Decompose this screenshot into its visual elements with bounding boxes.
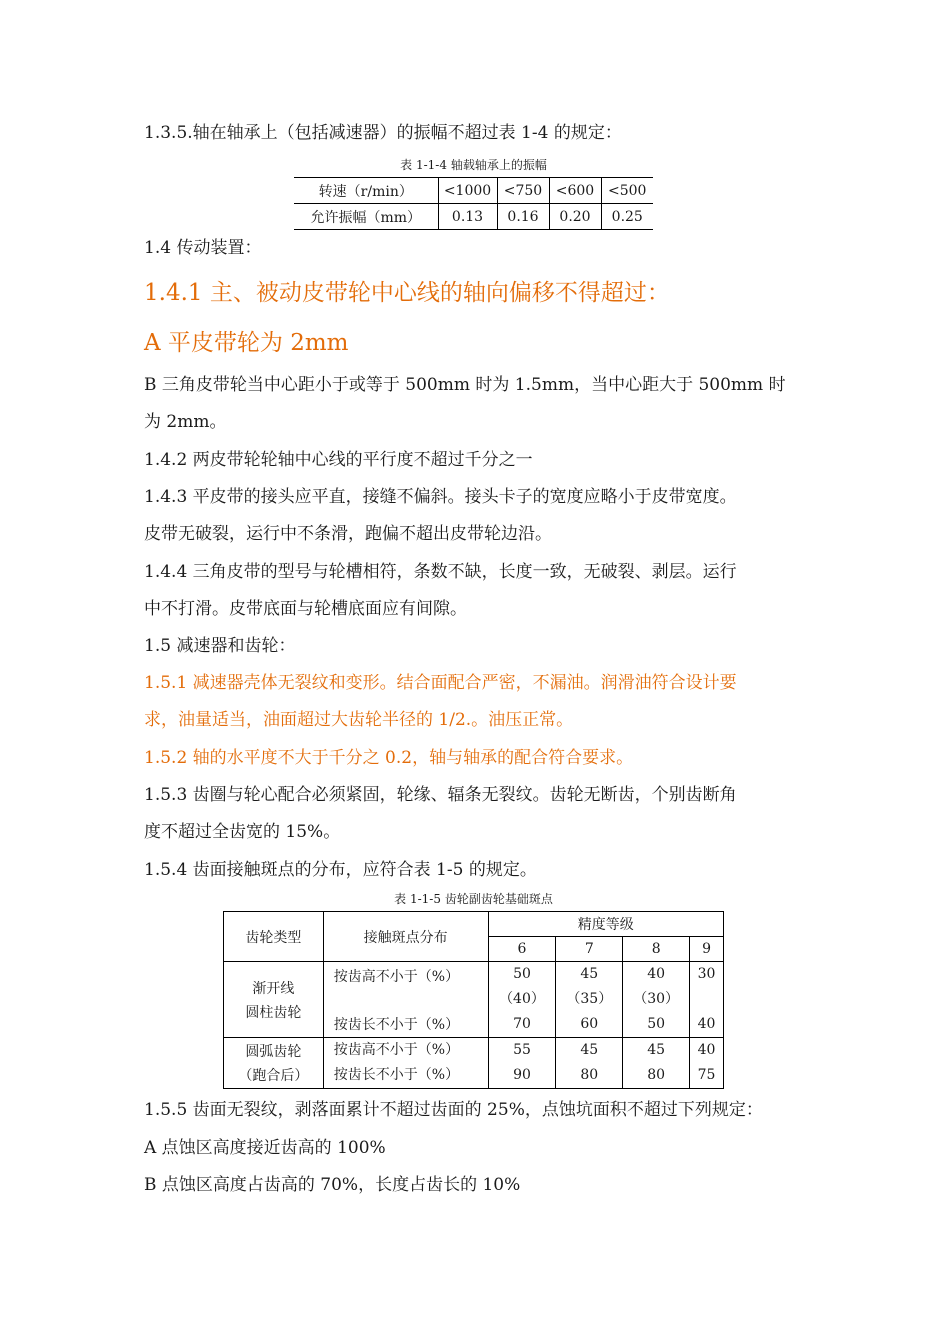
table-cell: <1000 xyxy=(438,178,497,204)
section-1-5-5: 1.5.5 齿面无裂纹，剥落面累计不超过齿面的 25%，点蚀坑面积不超过下列规定： xyxy=(144,1100,763,1120)
section-1-5-1-line2: 求，油量适当，油面超过大齿轮半径的 1/2.。油压正常。 xyxy=(144,710,574,730)
involute-grade8-cell xyxy=(623,962,690,1038)
table-value: 55 xyxy=(513,1042,531,1058)
empty-spacer xyxy=(690,987,723,1012)
by-length-label: 按齿长不小于（%） xyxy=(333,1067,460,1083)
table-value: 70 xyxy=(513,1016,531,1032)
table-cell: <600 xyxy=(549,178,601,204)
table-value: 40 xyxy=(697,1016,716,1032)
table-value: 60 xyxy=(580,1016,599,1032)
table-cell: 0.16 xyxy=(497,204,549,230)
table1-caption: 表 1-1-4 轴载轴承上的振幅 xyxy=(400,158,547,172)
item-1-4-1-b-line1: B 三角皮带轮当中心距小于或等于 500mm 时为 1.5mm，当中心距大于 500mm 时 xyxy=(144,375,786,395)
section-1-5-3-line1: 1.5.3 齿圈与轮心配合必须紧固，轮缘、辐条无裂纹。齿轮无断齿，个别齿断角 xyxy=(144,785,737,805)
section-1-5-4: 1.5.4 齿面接触斑点的分布，应符合表 1-5 的规定。 xyxy=(144,860,537,880)
involute-label-line2: 圆柱齿轮 xyxy=(245,1004,302,1021)
table-value: 80 xyxy=(647,1067,666,1083)
table-cell: 允许振幅（mm） xyxy=(294,204,438,230)
table-row xyxy=(294,178,653,204)
table-value: 45 xyxy=(580,966,599,982)
header-precision-grade: 精度等级 xyxy=(488,912,723,937)
table-cell: 0.25 xyxy=(601,204,653,230)
grade-cell: 7 xyxy=(556,937,623,962)
involute-gear-label xyxy=(224,962,324,1038)
grade-cell: 9 xyxy=(690,937,724,962)
header-contact-distribution: 接触斑点分布 xyxy=(323,912,488,962)
section-1-5-2: 1.5.2 轴的水平度不大于千分之 0.2，轴与轴承的配合符合要求。 xyxy=(144,748,634,768)
involute-grade9-cell xyxy=(690,962,724,1038)
vibration-table xyxy=(294,177,653,230)
item-1-5-5-b: B 点蚀区高度占齿高的 70%，长度占齿长的 10% xyxy=(144,1175,521,1195)
table-value: （40） xyxy=(499,991,545,1007)
table-row xyxy=(224,962,724,1038)
table-row xyxy=(224,912,724,937)
table-value: 50 xyxy=(513,966,531,982)
section-1-5: 1.5 减速器和齿轮： xyxy=(144,636,296,656)
grade-cell: 6 xyxy=(488,937,556,962)
table-value: （30） xyxy=(633,991,680,1007)
arc-label-line1: 圆弧齿轮 xyxy=(245,1044,302,1060)
item-1-5-5-a: A 点蚀区高度接近齿高的 100% xyxy=(144,1138,386,1158)
table-cell: <750 xyxy=(497,178,549,204)
section-1-4-1: 1.4.1 主、被动皮带轮中心线的轴向偏移不得超过： xyxy=(144,280,670,306)
by-height-label: 按齿高不小于（%） xyxy=(333,968,460,985)
arc-label-line2: （跑合后） xyxy=(238,1068,309,1084)
table2-caption: 表 1-1-5 齿轮副齿轮基础斑点 xyxy=(394,892,553,906)
table-value: 90 xyxy=(513,1067,531,1083)
involute-label-line1: 渐开线 xyxy=(252,980,295,997)
table-cell: <500 xyxy=(601,178,653,204)
table-cell: 0.20 xyxy=(549,204,601,230)
arc-gear-label xyxy=(224,1038,324,1089)
section-1-4-4-line1: 1.4.4 三角皮带的型号与轮槽相符，条数不缺，长度一致，无破裂、剥层。运行 xyxy=(144,562,737,582)
table-value: 80 xyxy=(580,1067,599,1083)
arc-grade8-cell xyxy=(623,1038,690,1089)
table-value: 45 xyxy=(580,1042,599,1058)
section-1-5-3-line2: 度不超过全齿宽的 15%。 xyxy=(144,822,341,842)
table-row xyxy=(224,1038,724,1089)
table-value: 45 xyxy=(647,1042,666,1058)
item-1-4-1-a: A 平皮带轮为 2mm xyxy=(144,330,349,356)
section-1-4-3-line1: 1.4.3 平皮带的接头应平直，接缝不偏斜。接头卡子的宽度应略小于皮带宽度。 xyxy=(144,487,737,507)
table-value: 40 xyxy=(647,966,666,982)
involute-grade6-cell xyxy=(488,962,556,1038)
section-1-4-2: 1.4.2 两皮带轮轮轴中心线的平行度不超过千分之一 xyxy=(144,450,533,470)
table-cell: 转速（r/min） xyxy=(294,178,438,204)
arc-grade7-cell xyxy=(556,1038,623,1089)
section-1-4-3-line2: 皮带无破裂，运行中不条滑，跑偏不超出皮带轮边沿。 xyxy=(144,524,552,544)
table-value: 50 xyxy=(647,1016,666,1032)
section-1-3-5: 1.3.5.轴在轴承上（包括减速器）的振幅不超过表 1-4 的规定： xyxy=(144,123,622,143)
table-row xyxy=(294,204,653,230)
arc-contact-labels xyxy=(323,1038,488,1089)
table-value: （35） xyxy=(566,991,613,1007)
contact-spot-table xyxy=(223,911,724,1089)
arc-grade6-cell xyxy=(488,1038,556,1089)
by-height-label: 按齿高不小于（%） xyxy=(333,1042,460,1058)
table-cell: 0.13 xyxy=(438,204,497,230)
section-1-4: 1.4 传动装置： xyxy=(144,238,262,258)
involute-contact-labels xyxy=(323,962,488,1038)
grade-cell: 8 xyxy=(623,937,690,962)
table-value: 40 xyxy=(697,1042,716,1058)
by-length-label: 按齿长不小于（%） xyxy=(333,1016,460,1033)
header-gear-type: 齿轮类型 xyxy=(224,912,324,962)
involute-grade7-cell xyxy=(556,962,623,1038)
arc-grade9-cell xyxy=(690,1038,724,1089)
table-value: 30 xyxy=(697,966,716,982)
section-1-4-4-line2: 中不打滑。皮带底面与轮槽底面应有间隙。 xyxy=(144,599,467,619)
section-1-5-1-line1: 1.5.1 减速器壳体无裂纹和变形。结合面配合严密，不漏油。润滑油符合设计要 xyxy=(144,673,737,693)
item-1-4-1-b-line2: 为 2mm。 xyxy=(144,412,227,432)
table-value: 75 xyxy=(697,1067,716,1083)
